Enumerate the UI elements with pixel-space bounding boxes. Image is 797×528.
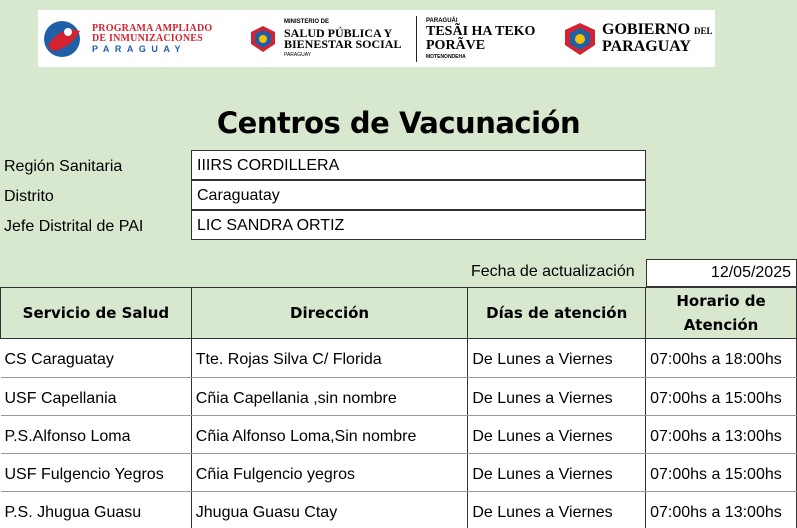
cell-direccion[interactable]: Tte. Rojas Silva C/ Florida (191, 339, 468, 378)
cell-servicio[interactable]: USF Fulgencio Yegros (1, 454, 192, 492)
paraguay-seal-icon (248, 24, 278, 54)
page-title: Centros de Vacunación (216, 106, 581, 140)
header-horario (646, 288, 797, 339)
header-dias: Días de atención (468, 288, 646, 339)
cell-servicio[interactable]: USF Capellania (1, 378, 192, 416)
pai-line1: PROGRAMA AMPLIADO (92, 22, 213, 34)
distrito-value[interactable]: Caraguatay (191, 180, 646, 210)
distrito-label: Distrito (4, 188, 54, 205)
tesai-line2: TESÃI HA TEKO (426, 23, 536, 39)
region-label: Región Sanitaria (4, 158, 123, 175)
pai-line2: DE INMUNIZACIONES (92, 32, 203, 44)
cell-direccion[interactable]: Jhugua Guasu Ctay (191, 492, 468, 528)
table-row (1, 416, 797, 454)
pai-line3: PARAGUAY (92, 43, 187, 54)
region-value[interactable]: IIIRS CORDILLERA (191, 150, 646, 180)
cell-servicio[interactable]: P.S.Alfonso Loma (1, 416, 192, 454)
table-row (1, 339, 797, 378)
cell-dias[interactable]: De Lunes a Viernes (468, 378, 646, 416)
cell-servicio[interactable]: CS Caraguatay (1, 339, 192, 378)
cell-horario[interactable]: 07:00hs a 15:00hs (646, 378, 797, 416)
tesai-logo (426, 10, 535, 67)
tesai-line1: PARAGUÁI (426, 17, 458, 24)
fecha-label: Fecha de actualización (471, 263, 635, 280)
gobierno-line1 (602, 22, 713, 39)
jefe-label: Jefe Distrital de PAI (4, 218, 144, 235)
gobierno-line2: PARAGUAY (602, 38, 691, 55)
cell-horario[interactable]: 07:00hs a 13:00hs (646, 416, 797, 454)
cell-dias[interactable]: De Lunes a Viernes (468, 492, 646, 528)
pai-logo (42, 10, 212, 67)
cell-horario[interactable]: 07:00hs a 15:00hs (646, 454, 797, 492)
gobierno-seal-icon (562, 21, 598, 57)
header-horario-line1: Horario de (676, 292, 766, 310)
vaccination-centers-table (0, 287, 797, 528)
msp-line4: PARAGUAY (284, 51, 312, 58)
cell-direccion[interactable]: Cñia Capellania ,sin nombre (191, 378, 468, 416)
cell-direccion[interactable]: Cñia Alfonso Loma,Sin nombre (191, 416, 468, 454)
msp-line2: SALUD PÚBLICA Y (284, 25, 393, 40)
header-servicio: Servicio de Salud (1, 288, 192, 339)
header-direccion: Dirección (191, 288, 468, 339)
header-horario-line2: Atención (683, 316, 759, 334)
cell-dias[interactable]: De Lunes a Viernes (468, 454, 646, 492)
cell-direccion[interactable]: Cñia Fulgencio yegros (191, 454, 468, 492)
table-row (1, 492, 797, 528)
cell-servicio[interactable]: P.S. Jhugua Guasu (1, 492, 192, 528)
gobierno-del: DEL (694, 26, 713, 36)
logo-banner (38, 10, 715, 67)
gobierno-word: GOBIERNO (602, 21, 691, 38)
tesai-line4: MOTENONDEHA (426, 53, 466, 60)
jefe-value[interactable]: LIC SANDRA ORTIZ (191, 210, 646, 240)
msp-line3: BIENESTAR SOCIAL (284, 36, 402, 51)
cell-horario[interactable]: 07:00hs a 13:00hs (646, 492, 797, 528)
table-row (1, 454, 797, 492)
table-row (1, 378, 797, 416)
cell-dias[interactable]: De Lunes a Viernes (468, 416, 646, 454)
fecha-value[interactable]: 12/05/2025 (646, 259, 797, 287)
pai-mark-icon (42, 19, 86, 59)
gobierno-logo (562, 10, 713, 67)
msp-logo (248, 10, 401, 67)
tesai-line3: PORÃVE (426, 37, 486, 53)
msp-line1: MINISTERIO DE (284, 18, 330, 25)
cell-dias[interactable]: De Lunes a Viernes (468, 339, 646, 378)
logo-divider (416, 16, 417, 62)
cell-horario[interactable]: 07:00hs a 18:00hs (646, 339, 797, 378)
table-header-row (1, 288, 797, 339)
